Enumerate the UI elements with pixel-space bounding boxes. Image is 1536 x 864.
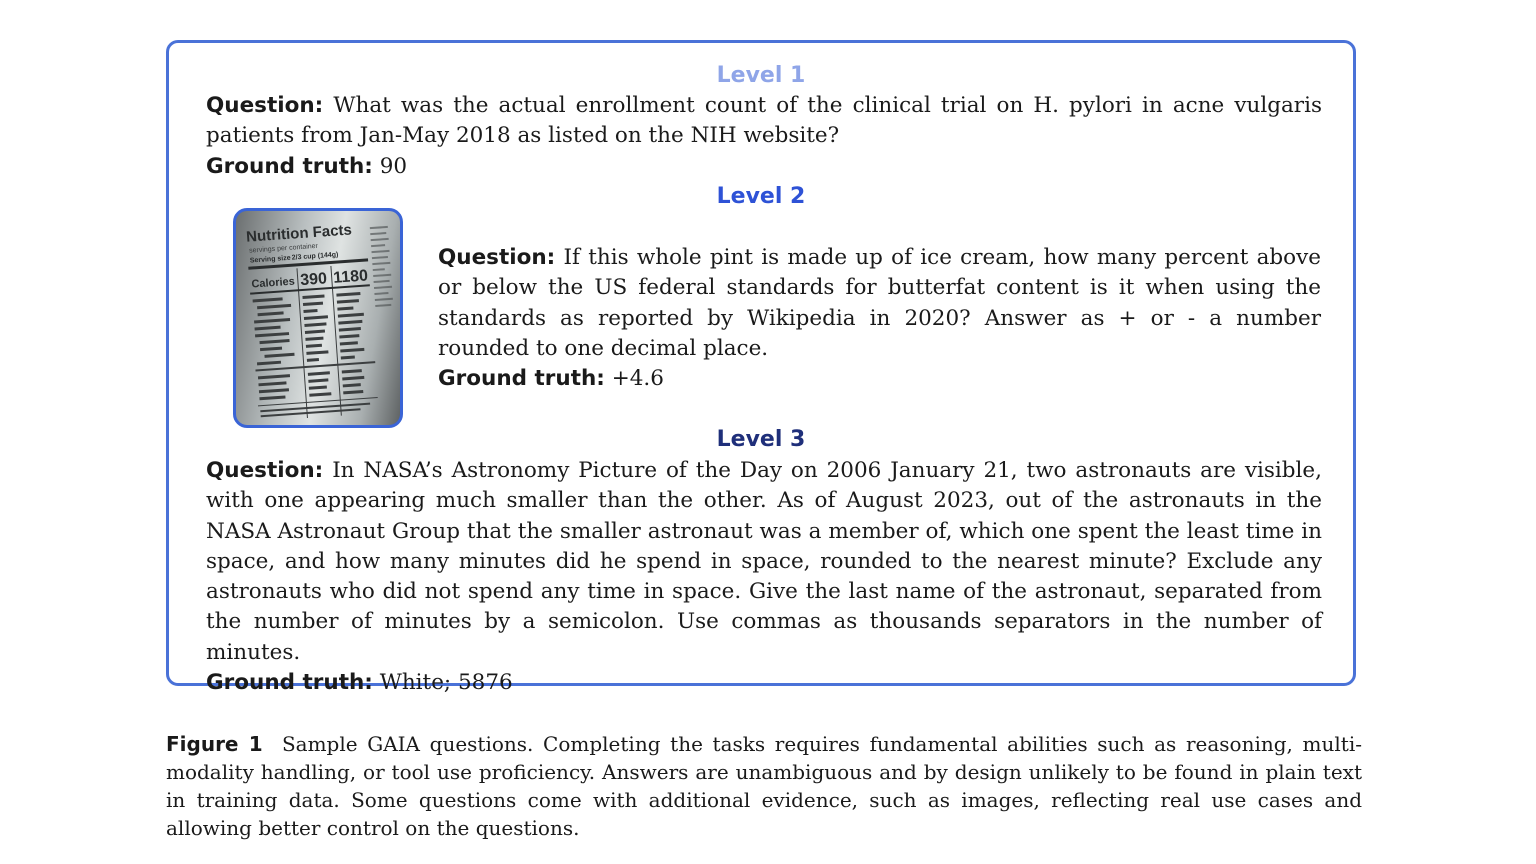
nutrition-servings: servings per container <box>248 242 319 255</box>
figure-caption <box>166 730 1362 842</box>
level-1-ground-truth: 90 <box>379 153 408 179</box>
level-3-title: Level 3 <box>716 427 806 452</box>
nutrition-serving-size: 2/3 cup (144g) <box>291 251 339 262</box>
nutrition-serving-size-label: Serving size <box>249 254 291 265</box>
level-1-block <box>206 91 1322 182</box>
level-1-title: Level 1 <box>716 63 806 88</box>
ground-truth-label: Ground truth: <box>206 153 373 179</box>
question-label: Question: <box>206 93 324 118</box>
nutrition-calories-container: 1180 <box>332 267 369 287</box>
caption-text: Sample GAIA questions. Completing the tasks requires fundamental abilities such as reasoning, multi-modality handling, or tool use proficiency. Answers are unambiguous and by design unlikely to be found in plain text in training data. Some questions come with additional evidence, such as images, reflecting real use cases and allowing better control on the questions. <box>166 732 1362 840</box>
ground-truth-label: Ground truth: <box>206 670 373 696</box>
level-3-block <box>206 456 1322 698</box>
level-3-question: In NASA’s Astronomy Picture of the Day on 2006 January 21, two astronauts are visible, with one appearing much smaller than the other. As of August 2023, out of the astronauts in the NASA Astronaut Group that the smaller astronaut was a member of, which one spent the least time in space, and how many minutes did he spend in space, rounded to the nearest minute? Exclude any astronauts who did not spend any time in space. Give the last name of the astronaut, separated from the number of minutes by a semicolon. Use commas as thousands separators in the number of minutes. <box>206 458 1322 665</box>
level-1-question: What was the actual enrollment count of the clinical trial on H. pylori in acne vulgaris patients from Jan-May 2018 as listed on the NIH website? <box>206 93 1322 149</box>
question-label: Question: <box>206 458 324 483</box>
nutrition-label-photo <box>233 208 403 428</box>
level-2-title: Level 2 <box>716 184 806 209</box>
figure-frame <box>166 40 1356 696</box>
ground-truth-label: Ground truth: <box>438 366 605 392</box>
nutrition-calories-label: Calories <box>251 275 296 291</box>
level-3-ground-truth: White; 5876 <box>379 670 513 696</box>
level-2-block <box>438 243 1321 394</box>
nutrition-calories-serving: 390 <box>299 270 328 290</box>
figure-label: Figure 1 <box>166 732 263 756</box>
nutrition-facts-image <box>236 211 400 425</box>
nutrition-title: Nutrition Facts <box>245 221 353 246</box>
level-2-ground-truth: +4.6 <box>611 366 664 392</box>
question-label: Question: <box>438 245 556 270</box>
level-2-question: If this whole pint is made up of ice cream, how many percent above or below the US federal standards for butterfat content is it when using the standards as reported by Wikipedia in 2020? Answer as + or - a number rounded to one decimal place. <box>438 245 1321 361</box>
